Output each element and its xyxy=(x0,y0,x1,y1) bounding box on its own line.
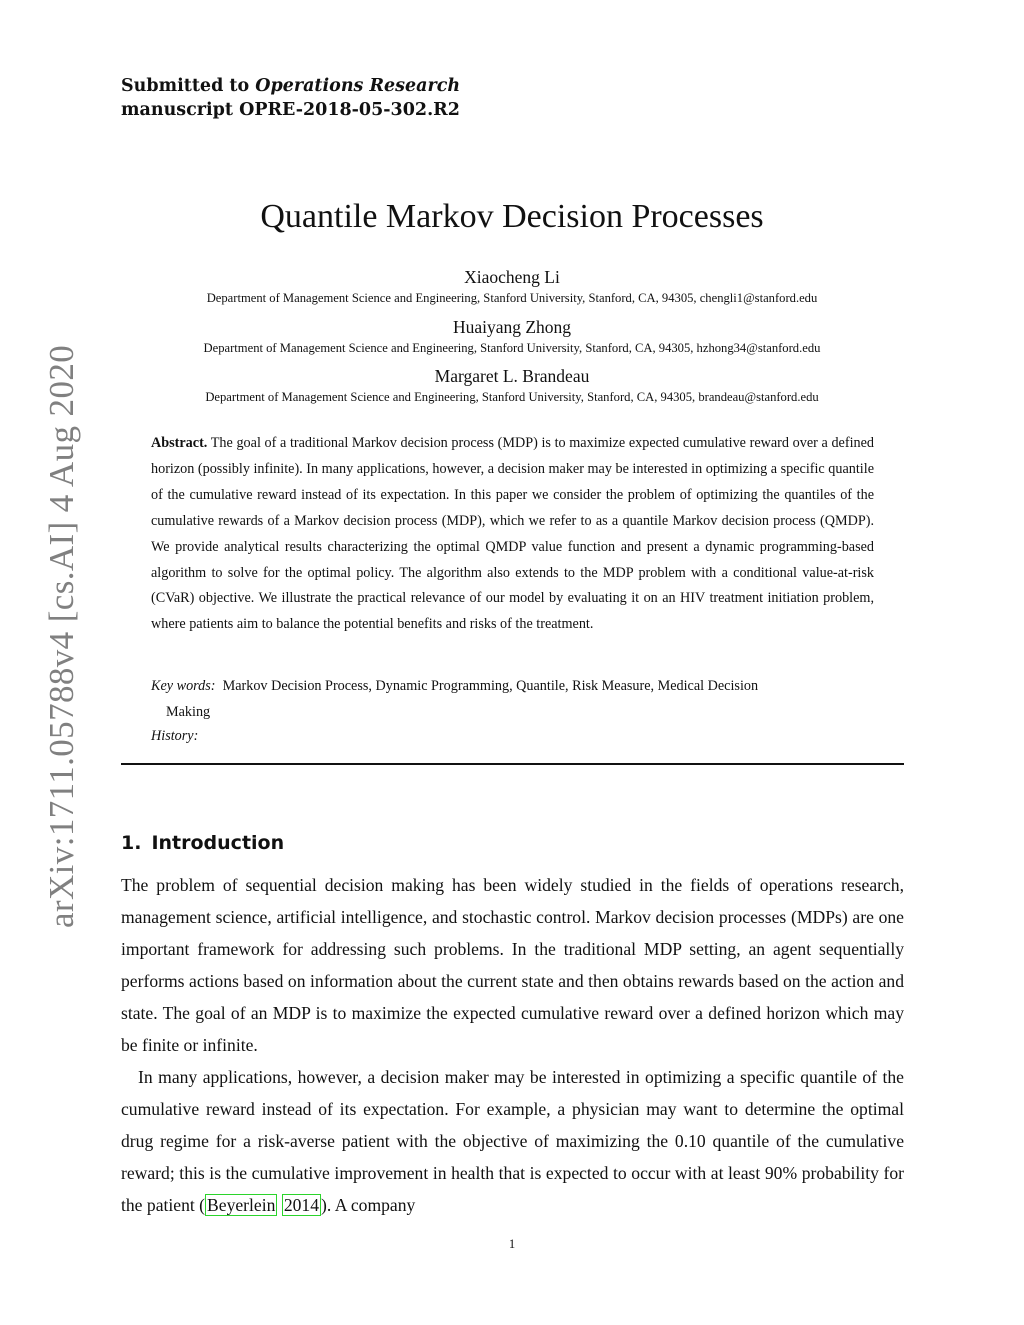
intro-paragraph: The problem of sequential decision making has been widely studied in the fields of operations research, management science, artificial intelligence, and stochastic control. Markov decision processes (MDPs) are one important framework for addressing such problems. In the traditional MDP setting, an agent sequentially performs actions based on information about the current state and then obtains rewards based on the action and state. The goal of an MDP is to maximize the expected cumulative reward over a defined horizon which may be finite or infinite. xyxy=(121,875,904,1055)
abstract-label: Abstract. xyxy=(151,435,208,451)
author-name: Margaret L. Brandeau xyxy=(434,366,590,386)
author-name: Huaiyang Zhong xyxy=(452,317,572,337)
paragraph-text: ). A company xyxy=(321,1195,416,1215)
journal-name: Operations Research xyxy=(255,76,461,96)
manuscript-header xyxy=(121,74,460,122)
keywords-list-continued: Making xyxy=(166,703,211,720)
keywords-label: Key words xyxy=(151,678,211,694)
arxiv-stamp: arXiv:1711.05788v4 [cs.AI] 4 Aug 2020 xyxy=(42,344,81,928)
paragraph-text: In many applications, however, a decision maker may be interested in optimizing a specific quantile of the cumulative reward instead of its expectation. For example, a physician may want to determine the optimal drug regime for a risk-averse patient with the objective of maximizing the 0.10 quantile of the cumulative reward; this is the cumulative improvement in health that is expected to occur with at least 90% probability for the patient ( xyxy=(121,1067,904,1215)
citation-link-author[interactable]: Beyerlein xyxy=(207,1195,276,1215)
author-affiliation: Department of Management Science and Engineering, Stanford University, Stanford, CA, 94305, hzhong34@stanford.edu xyxy=(203,341,821,355)
keywords: Key words: Markov Decision Process, Dynamic Programming, Quantile, Risk Measure, Medical Decision Making xyxy=(151,674,874,726)
keywords-list: Markov Decision Process, Dynamic Programming, Quantile, Risk Measure, Medical Decision xyxy=(222,678,759,694)
intro-paragraph xyxy=(121,1061,904,1221)
submitted-line xyxy=(121,74,460,98)
manuscript-id: manuscript OPRE-2018-05-302.R2 xyxy=(121,100,460,120)
section-divider xyxy=(121,763,904,765)
author-affiliation: Department of Management Science and Engineering, Stanford University, Stanford, CA, 94305, chengli1@stanford.edu xyxy=(206,291,818,305)
author-affiliation: Department of Management Science and Engineering, Stanford University, Stanford, CA, 94305, brandeau@stanford.edu xyxy=(205,390,819,404)
history-label: History xyxy=(151,728,194,744)
page-number: 1 xyxy=(508,1237,516,1251)
section-title: Introduction xyxy=(151,832,285,854)
author-name: Xiaocheng Li xyxy=(464,267,560,287)
history: History: xyxy=(151,728,199,744)
abstract xyxy=(151,431,874,638)
section-heading xyxy=(121,832,284,854)
abstract-text: The goal of a traditional Markov decision process (MDP) is to maximize expected cumulative reward over a defined horizon (possibly infinite). In many applications, however, a decision maker may be interested in optimizing a specific quantile of the cumulative reward instead of its expectation. In this paper we consider the problem of optimizing the quantiles of the cumulative rewards of a Markov decision process (MDP), which we refer to as a quantile Markov decision process (QMDP). We provide analytical results characterizing the optimal QMDP value function and present a dynamic programming-based algorithm to solve for the optimal policy. The algorithm also extends to the MDP problem with a conditional value-at-risk (CVaR) objective. We illustrate the practical relevance of our model by evaluating it on an HIV treatment initiation problem, where patients aim to balance the potential benefits and risks of the treatment. xyxy=(151,435,875,633)
paper-title: Quantile Markov Decision Processes xyxy=(260,198,764,235)
submitted-prefix: Submitted to xyxy=(121,76,250,96)
section-number: 1. xyxy=(121,832,142,854)
citation-link-year[interactable]: 2014 xyxy=(283,1195,320,1215)
